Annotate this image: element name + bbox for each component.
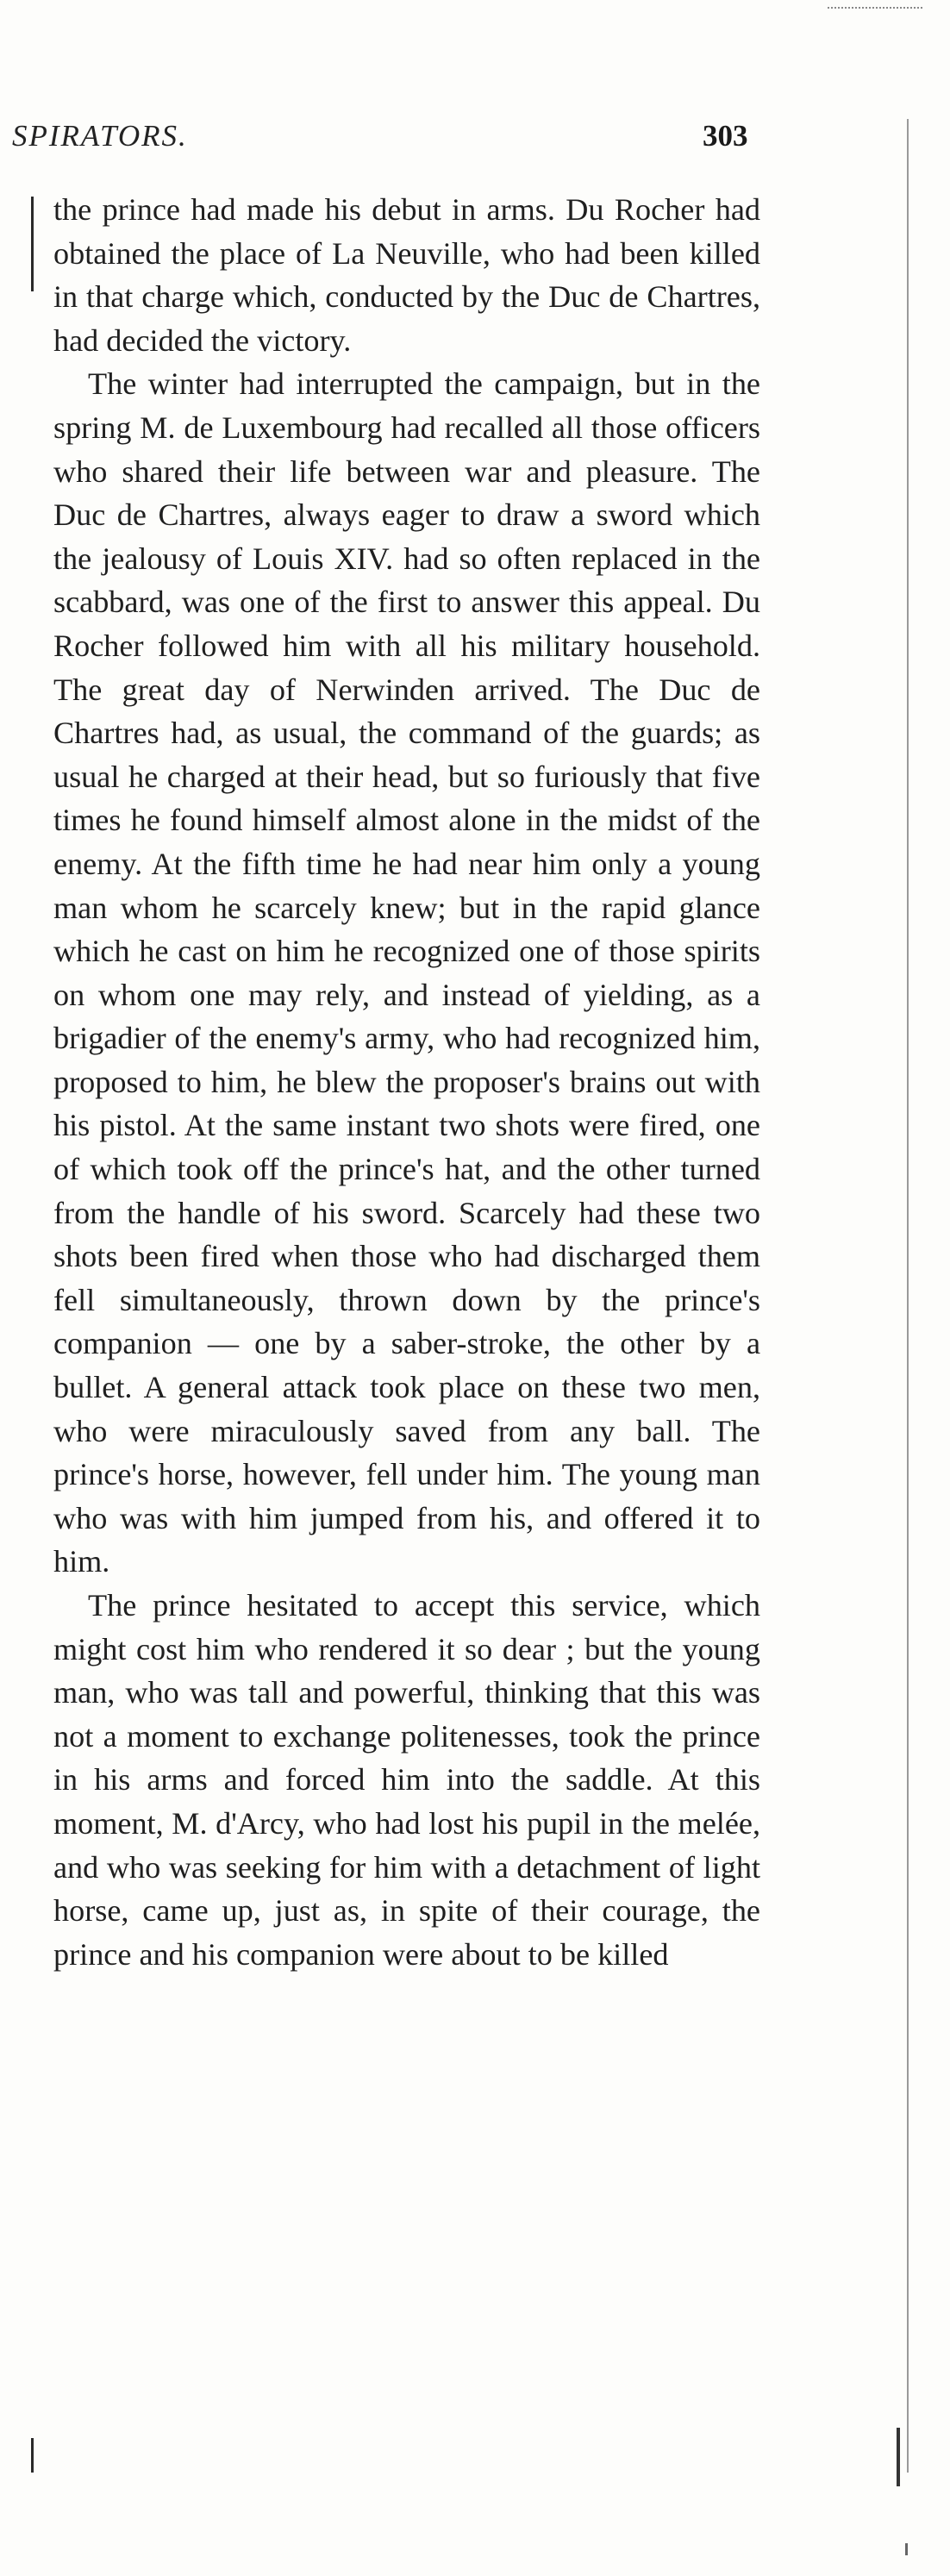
running-header-title: SPIRATORS. bbox=[12, 119, 188, 153]
right-margin-rule bbox=[907, 119, 909, 2473]
body-text bbox=[53, 188, 760, 1976]
scan-artifact-top bbox=[828, 7, 922, 12]
page-number: 303 bbox=[703, 119, 748, 153]
scan-artifact-dot bbox=[905, 2543, 908, 2555]
scan-artifact-bottom bbox=[897, 2428, 900, 2486]
left-margin-rule-top bbox=[31, 197, 34, 291]
left-margin-rule-bottom bbox=[31, 2438, 34, 2473]
paragraph-2: The winter had interrupted the campaign, but in the spring M. de Luxembourg had recalled all those officers who shared their life between war and pleasure. The Duc de Chartres, always eager to draw a sword which the jealousy of Louis XIV. had so often replaced in the scabbard, was one of the first to answer this appeal. Du Rocher followed him with all his military household. The great day of Nerwinden arrived. The Duc de Chartres had, as usual, the command of the guards; as usual he charged at their head, but so furiously that five times he found himself almost alone in the midst of the enemy. At the fifth time he had near him only a young man whom he scarcely knew; but in the rapid glance which he cast on him he recognized one of those spirits on whom one may rely, and instead of yielding, as a brigadier of the enemy's army, who had recognized him, proposed to him, he blew the proposer's brains out with his pistol. At the same instant two shots were fired, one of which took off the prince's hat, and the other turned from the handle of his sword. Scarcely had these two shots been fired when those who had discharged them fell simultaneously, thrown down by the prince's companion — one by a saber-stroke, the other by a bullet. A general attack took place on these two men, who were miraculously saved from any ball. The prince's horse, however, fell under him. The young man who was with him jumped from his, and offered it to him. bbox=[53, 366, 760, 1579]
paragraph-1: the prince had made his debut in arms. Du Rocher had obtained the place of La Neuville, who had been killed in that charge which, conducted by the Duc de Chartres, had decided the victory. bbox=[53, 192, 760, 358]
paragraph-3: The prince hesitated to accept this service, which might cost him who rendered it so dear ; but the young man, who was tall and powerful, thinking that this was not a moment to exchange politenesses, took the prince in his arms and forced him into the saddle. At this moment, M. d'Arcy, who had lost his pupil in the melée, and who was seeking for him with a detachment of light horse, came up, just as, in spite of their courage, the prince and his companion were about to be killed bbox=[53, 1588, 760, 1972]
